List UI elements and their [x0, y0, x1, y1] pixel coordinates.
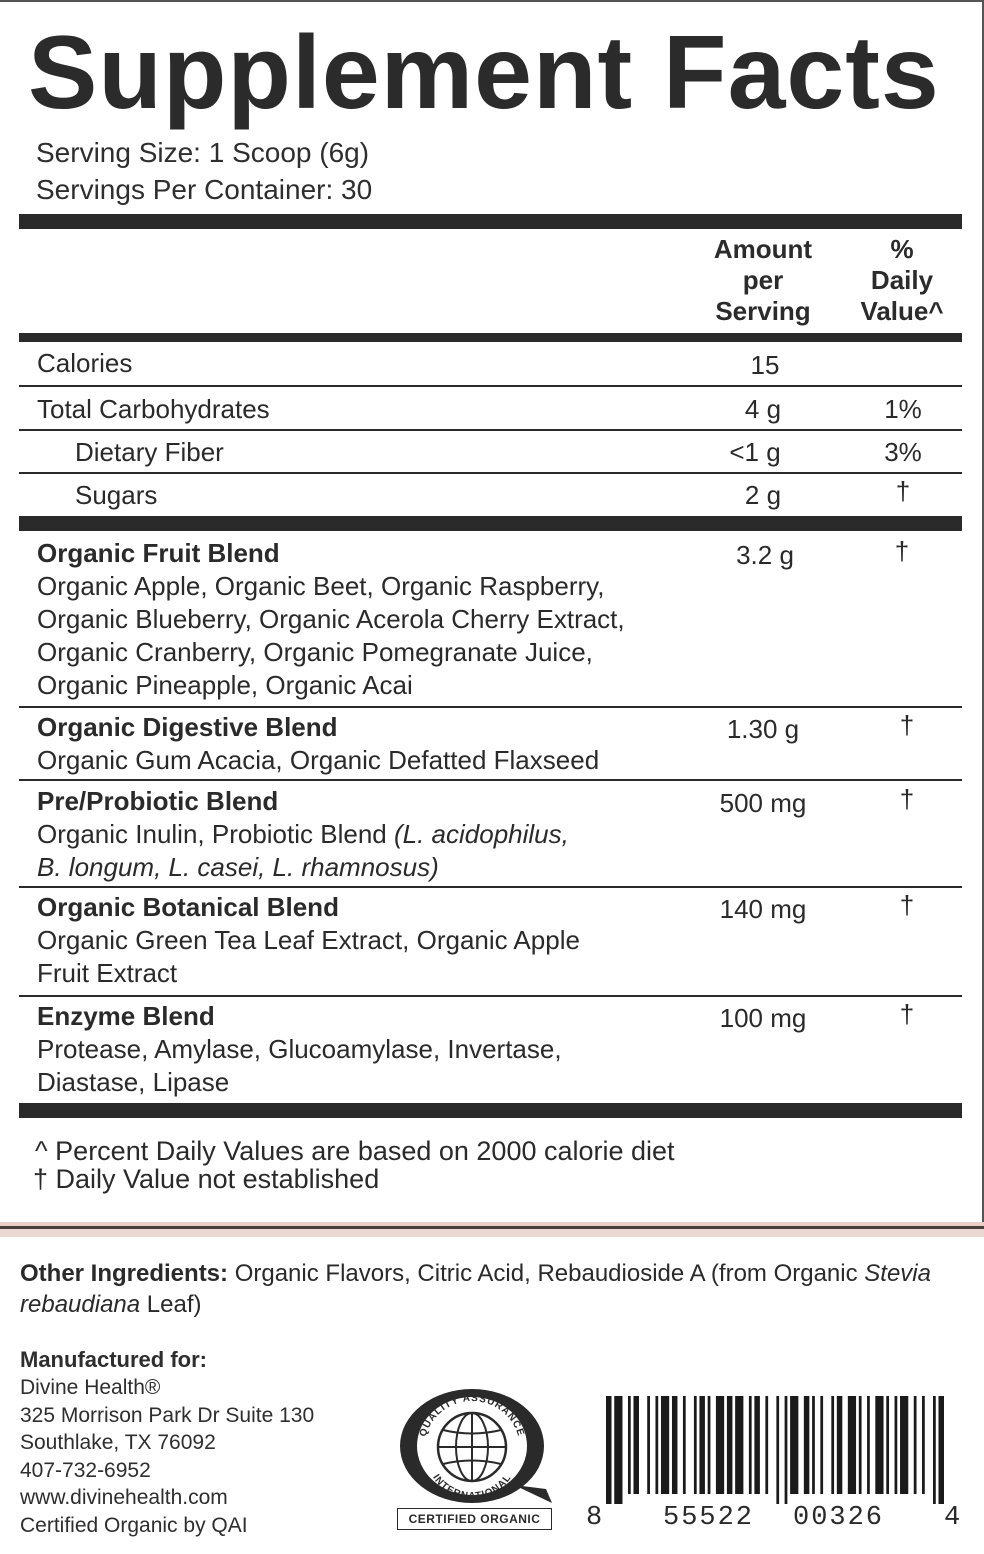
manufacturer-line: Certified Organic by QAI: [20, 1514, 248, 1537]
blend-dv: †: [899, 999, 915, 1029]
blend-amount: 1.30 g: [726, 714, 800, 744]
barcode-bar: [661, 1396, 669, 1494]
nutrient-amount: 4 g: [744, 394, 782, 424]
thick-divider: [19, 1103, 962, 1118]
other-ingredients-label: Other Ingredients:: [20, 1260, 229, 1287]
blend-ingredients: Diastase, Lipase: [37, 1067, 230, 1097]
barcode-bar: [647, 1396, 650, 1494]
barcode-bar: [785, 1396, 788, 1504]
blend-dv: †: [899, 710, 915, 740]
manufacturer-line: Southlake, TX 76092: [20, 1431, 216, 1454]
barcode-bar: [867, 1396, 870, 1494]
row-divider: [19, 995, 962, 997]
barcode-bar: [914, 1396, 917, 1494]
barcode-bar: [672, 1396, 678, 1494]
band-light: [0, 1229, 984, 1237]
footnote-caret: ^ Percent Daily Values are based on 2000 calorie diet: [35, 1136, 675, 1166]
blend-amount: 500 mg: [719, 788, 807, 818]
barcode-bar: [820, 1396, 823, 1494]
nutrient-amount: 15: [750, 350, 780, 380]
svg-text:QUALITY ASSURANCE: QUALITY ASSURANCE: [417, 1392, 527, 1439]
header-divider: [19, 333, 962, 342]
daily-value-header: % Daily Value^: [860, 234, 944, 326]
barcode-bar: [776, 1396, 779, 1504]
thick-divider: [19, 214, 962, 229]
barcode-bar: [727, 1396, 733, 1494]
barcode-bar: [939, 1396, 945, 1504]
barcode-bar: [875, 1396, 883, 1494]
blend-ingredients: Fruit Extract: [37, 958, 178, 988]
barcode-digits: 00326: [793, 1503, 885, 1533]
barcode-bar: [848, 1396, 856, 1494]
amount-header: Amount per Serving: [713, 234, 813, 326]
blend-ingredients: Organic Blueberry, Organic Acerola Cherry Extract,: [37, 604, 625, 634]
row-divider: [19, 886, 962, 888]
row-divider: [19, 706, 962, 708]
row-divider: [19, 779, 962, 781]
blend-ingredients: Organic Cranberry, Organic Pomegranate Juice,: [37, 637, 593, 667]
manufacturer-line: 325 Morrison Park Dr Suite 130: [20, 1404, 315, 1427]
blend-amount: 100 mg: [719, 1003, 807, 1033]
blend-ingredients: Organic Green Tea Leaf Extract, Organic Apple: [37, 925, 580, 955]
barcode-digit: 4: [944, 1503, 961, 1533]
nutrient-label: Calories: [37, 348, 133, 378]
barcode-bar: [699, 1396, 705, 1494]
barcode-bar: [886, 1396, 889, 1494]
barcode-bar: [633, 1396, 639, 1494]
svg-text:INTERNATIONAL: INTERNATIONAL: [430, 1472, 514, 1503]
top-border: [0, 0, 984, 2]
blend-ingredients: Organic Gum Acacia, Organic Defatted Flaxseed: [37, 745, 600, 775]
barcode-bar: [694, 1396, 697, 1494]
footnote-dagger: † Daily Value not established: [33, 1164, 380, 1194]
barcode-bar: [735, 1396, 743, 1494]
blend-name: Organic Fruit Blend: [37, 538, 280, 568]
nutrient-dv: 3%: [884, 437, 922, 467]
blend-amount: 140 mg: [719, 894, 807, 924]
barcode-bar: [804, 1396, 810, 1494]
blend-ingredients: Organic Apple, Organic Beet, Organic Raspberry,: [37, 571, 605, 601]
barcode-bar: [837, 1396, 843, 1494]
row-divider: [19, 429, 962, 431]
barcode-bar: [765, 1396, 768, 1494]
blend-dv: †: [899, 890, 915, 920]
nutrient-amount: 2 g: [744, 480, 782, 510]
barcode-digit: 8: [586, 1503, 603, 1533]
nutrient-label: Total Carbohydrates: [37, 394, 270, 424]
row-divider: [19, 472, 962, 474]
barcode-bar: [895, 1396, 898, 1494]
barcode-bar: [831, 1396, 834, 1494]
manufacturer-line: Divine Health®: [20, 1376, 161, 1399]
nutrient-label: Sugars: [75, 480, 158, 510]
blend-name: Organic Digestive Blend: [37, 712, 338, 742]
nutrient-dv: 1%: [884, 394, 922, 424]
thick-divider: [19, 516, 962, 531]
blend-ingredients: Protease, Amylase, Glucoamylase, Invertase,: [37, 1034, 562, 1064]
barcode-bar: [754, 1396, 760, 1494]
barcode-bar: [628, 1396, 631, 1494]
nutrient-label: Dietary Fiber: [75, 437, 224, 467]
barcode-bar: [749, 1396, 752, 1494]
qai-seal-logo: [396, 1385, 556, 1507]
barcode-bar: [933, 1396, 936, 1504]
blend-ingredients: Organic Pineapple, Organic Acai: [37, 670, 413, 700]
barcode-bar: [614, 1396, 622, 1504]
blend-name: Enzyme Blend: [37, 1001, 215, 1031]
barcode-bar: [859, 1396, 862, 1494]
barcode-bar: [655, 1396, 658, 1494]
barcode-bar: [716, 1396, 724, 1494]
nutrient-dv: †: [895, 476, 911, 506]
manufacturer-line: www.divinehealth.com: [20, 1486, 228, 1509]
panel-title: Supplement Facts: [28, 15, 940, 131]
barcode-bar: [900, 1396, 908, 1494]
nutrient-amount: <1 g: [729, 437, 781, 467]
barcode-bar: [812, 1396, 815, 1494]
barcode-bar: [683, 1396, 686, 1494]
certified-organic-caption: CERTIFIED ORGANIC: [397, 1508, 552, 1530]
barcode-bar: [606, 1396, 612, 1504]
blend-dv: †: [894, 536, 910, 566]
blend-name: Pre/Probiotic Blend: [37, 786, 279, 816]
blend-dv: †: [899, 784, 915, 814]
servings-per-container: Servings Per Container: 30: [36, 174, 373, 205]
manufacturer-line: 407-732-6952: [20, 1459, 151, 1482]
blend-name: Organic Botanical Blend: [37, 892, 339, 922]
blend-ingredients: Organic Inulin, Probiotic Blend (L. acidophilus,: [37, 819, 569, 849]
manufacturer-title: Manufactured for:: [20, 1347, 207, 1372]
upc-barcode: [606, 1396, 944, 1504]
other-ingredients: Other Ingredients: Organic Flavors, Citric Acid, Rebaudioside A (from Organic Stevia rebaudiana Leaf): [20, 1260, 931, 1318]
barcode-bar: [922, 1396, 925, 1494]
blend-amount: 3.2 g: [736, 540, 794, 570]
row-divider: [19, 385, 962, 387]
blend-ingredients: B. longum, L. casei, L. rhamnosus): [37, 852, 439, 882]
barcode-bar: [790, 1396, 798, 1494]
serving-size: Serving Size: 1 Scoop (6g): [36, 137, 370, 168]
barcode-bar: [708, 1396, 711, 1494]
barcode-digits: 55522: [663, 1503, 755, 1533]
